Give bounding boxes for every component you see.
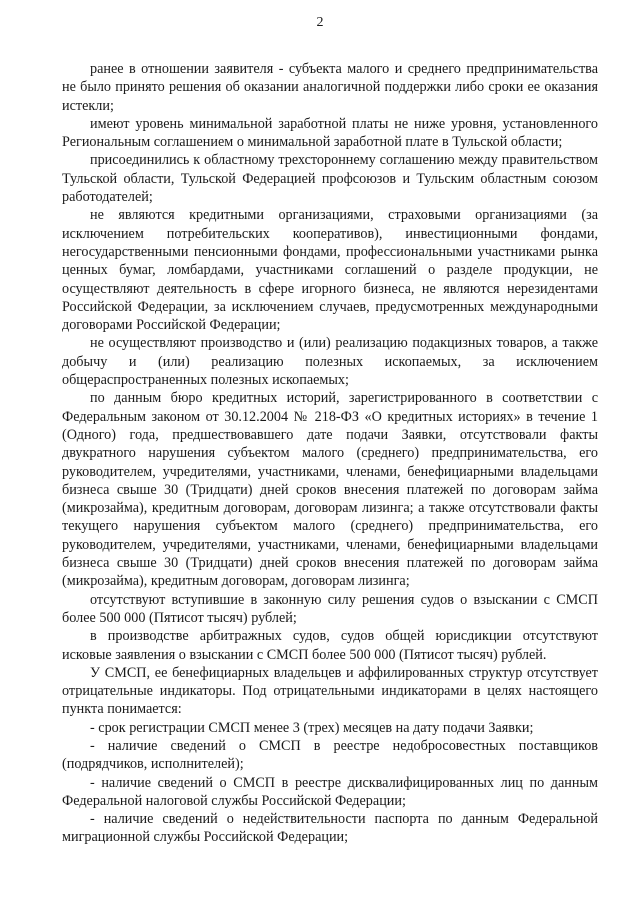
- paragraph: присоединились к областному трехстороннему соглашению между правительством Тульской области, Тульской Федерацией профсоюзов и Тульским областным союзом работодателей;: [62, 152, 598, 206]
- page-number: 2: [316, 15, 324, 30]
- paragraph: - наличие сведений о недействительности паспорта по данным Федеральной миграционной службы Российской Федерации;: [62, 811, 598, 846]
- paragraph: У СМСП, ее бенефициарных владельцев и аффилированных структур отсутствует отрицательные индикаторы. Под отрицательными индикаторами в целях настоящего пункта понимается:: [62, 664, 598, 718]
- paragraph: - срок регистрации СМСП менее 3 (трех) месяцев на дату подачи Заявки;: [90, 719, 534, 736]
- document-body: [62, 60, 598, 847]
- paragraph: не являются кредитными организациями, страховыми организациями (за исключением потребительских кооперативов), инвестиционными фондами, негосударственными пенсионными фондами, профессиональными участниками рынка ценных бумаг, ломбардами, участниками соглашений о разделе продукции, не осуществляют деятельность в сфере игорного бизнеса, не являются нерезидентами Российской Федерации, за исключением случаев, предусмотренных международными договорами Российской Федерации;: [62, 207, 598, 334]
- paragraph: - наличие сведений о СМСП в реестре недобросовестных поставщиков (подрядчиков, исполнителей);: [62, 737, 598, 773]
- paragraph: отсутствуют вступившие в законную силу решения судов о взыскании с СМСП более 500 000 (Пятисот тысяч) рублей;: [62, 591, 598, 626]
- paragraph: по данным бюро кредитных историй, зарегистрированного в соответствии с Федеральным законом от 30.12.2004 № 218-ФЗ «О кредитных историях» в течение 1 (Одного) года, предшествовавшего дате подачи Заявки, отсутствовали факты двукратного нарушения субъектом малого (среднего) предпринимательства, его руководителем, учредителями, участниками, членами, бенефициарными владельцами бизнеса свыше 30 (Тридцати) дней сроков внесения платежей по договорам займа (микрозайма), кредитным договорам, договорам лизинга; а также отсутствовали факты текущего нарушения субъектом малого (среднего) предпринимательства, его руководителем, учредителями, участниками, членами, бенефициарными владельцами бизнеса свыше 30 (Тридцати) дней сроков внесения платежей по договорам займа (микрозайма), кредитным договорам, договорам лизинга;: [62, 390, 598, 590]
- paragraph: в производстве арбитражных судов, судов общей юрисдикции отсутствуют исковые заявления о взыскании с СМСП более 500 000 (Пятисот тысяч) рублей.: [62, 628, 598, 663]
- paragraph: имеют уровень минимальной заработной платы не ниже уровня, установленного Региональным соглашением о минимальной заработной плате в Тульской области;: [62, 115, 598, 151]
- paragraph: не осуществляют производство и (или) реализацию подакцизных товаров, а также добычу и (или) реализацию полезных ископаемых, за исключением общераспространенных полезных ископаемых;: [62, 335, 598, 389]
- paragraph: - наличие сведений о СМСП в реестре дисквалифицированных лиц по данным Федеральной налоговой службы Российской Федерации;: [62, 774, 598, 809]
- paragraph: ранее в отношении заявителя - субъекта малого и среднего предпринимательства не было принято решения об оказании аналогичной поддержки либо сроки ее оказания истекли;: [62, 61, 598, 114]
